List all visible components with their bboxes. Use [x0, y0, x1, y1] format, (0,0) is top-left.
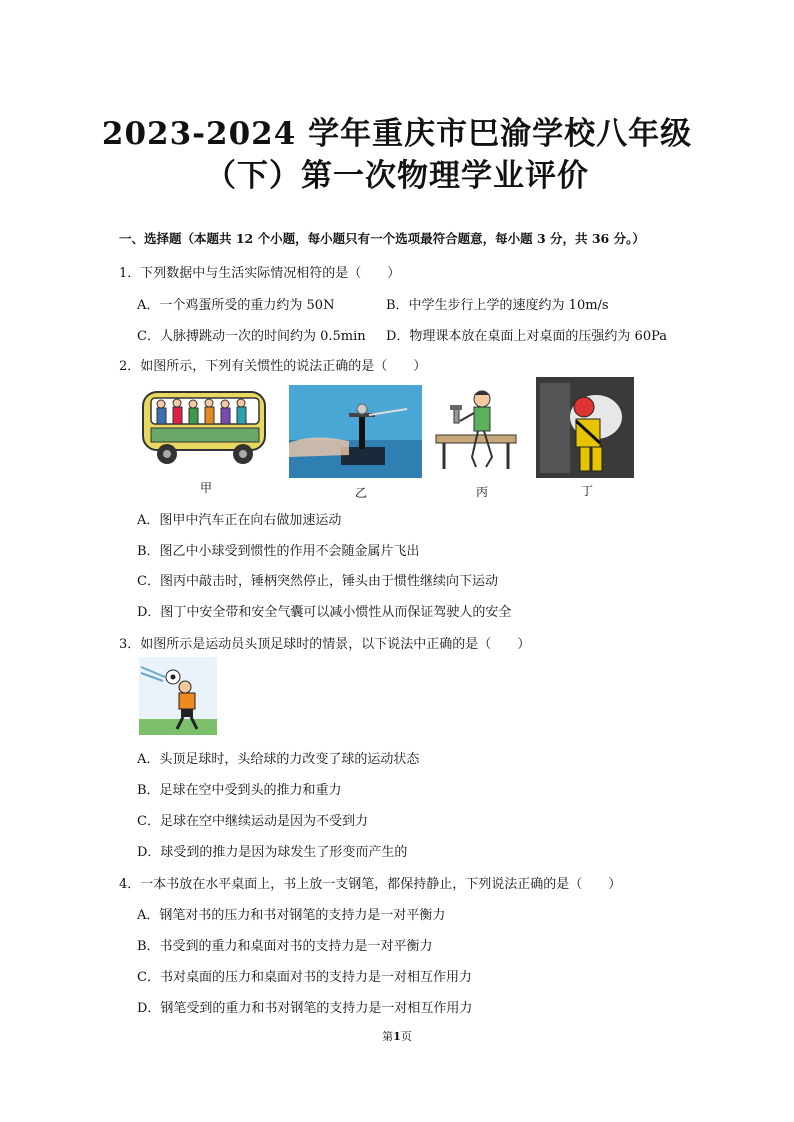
- question-4-stem: 4．一本书放在水平桌面上，书上放一支钢笔，都保持静止，下列说法正确的是（ ）: [119, 877, 622, 892]
- question-3-option-b: B．足球在空中受到头的推力和重力: [137, 783, 342, 798]
- figure-inertia-card-experiment: [289, 385, 422, 478]
- page-number: 第1页: [382, 1030, 412, 1043]
- figure-caption-jia: 甲: [200, 481, 213, 495]
- question-2-option-d: D．图丁中安全带和安全气囊可以减小惯性从而保证驾驶人的安全: [137, 605, 512, 620]
- question-4-option-b: B．书受到的重力和桌面对书的支持力是一对平衡力: [137, 939, 433, 954]
- question-3-option-a: A．头顶足球时，头给球的力改变了球的运动状态: [137, 752, 420, 767]
- question-4-option-a: A．钢笔对书的压力和书对钢笔的支持力是一对平衡力: [137, 908, 446, 923]
- figure-caption-yi: 乙: [355, 486, 368, 500]
- question-1-option-d: D．物理课本放在桌面上对桌面的压强约为 60Pa: [386, 329, 668, 344]
- question-4-option-d: D．钢笔受到的重力和书对钢笔的支持力是一对相互作用力: [137, 1001, 473, 1016]
- question-3-option-d: D．球受到的推力是因为球发生了形变而产生的: [137, 845, 408, 860]
- section-heading: 一、选择题（本题共 12 个小题，每小题只有一个选项最符合题意，每小题 3 分，共 36 分。）: [119, 231, 645, 246]
- question-1-option-a: A．一个鸡蛋所受的重力约为 50N: [137, 298, 335, 313]
- question-3-stem: 3．如图所示是运动员头顶足球时的情景，以下说法中正确的是（ ）: [119, 637, 531, 652]
- question-2-option-c: C．图丙中敲击时，锤柄突然停止，锤头由于惯性继续向下运动: [137, 574, 498, 589]
- figure-caption-bing: 丙: [476, 485, 489, 499]
- figure-hammer-bench: [432, 387, 520, 475]
- figure-bus-passengers: [139, 386, 269, 471]
- question-3-option-c: C．足球在空中继续运动是因为不受到力: [137, 814, 368, 829]
- exam-title-line-1: 2023-2024 学年重庆市巴渝学校八年级: [101, 116, 693, 152]
- question-1-option-c: C．人脉搏跳动一次的时间约为 0.5min: [137, 329, 366, 344]
- question-1-stem: 1．下列数据中与生活实际情况相符的是（ ）: [119, 266, 401, 281]
- question-4-option-c: C．书对桌面的压力和桌面对书的支持力是一对相互作用力: [137, 970, 472, 985]
- question-2-option-b: B．图乙中小球受到惯性的作用不会随金属片飞出: [137, 544, 420, 559]
- question-2-stem: 2．如图所示，下列有关惯性的说法正确的是（ ）: [119, 359, 427, 374]
- question-1-option-b: B．中学生步行上学的速度约为 10m/s: [386, 298, 609, 313]
- figure-header-soccer: [139, 657, 217, 735]
- question-2-option-a: A．图甲中汽车正在向右做加速运动: [137, 513, 342, 528]
- figure-airbag-crash-test: [536, 377, 634, 478]
- figure-caption-ding: 丁: [581, 484, 594, 498]
- exam-title-line-2: （下）第一次物理学业评价: [205, 158, 589, 194]
